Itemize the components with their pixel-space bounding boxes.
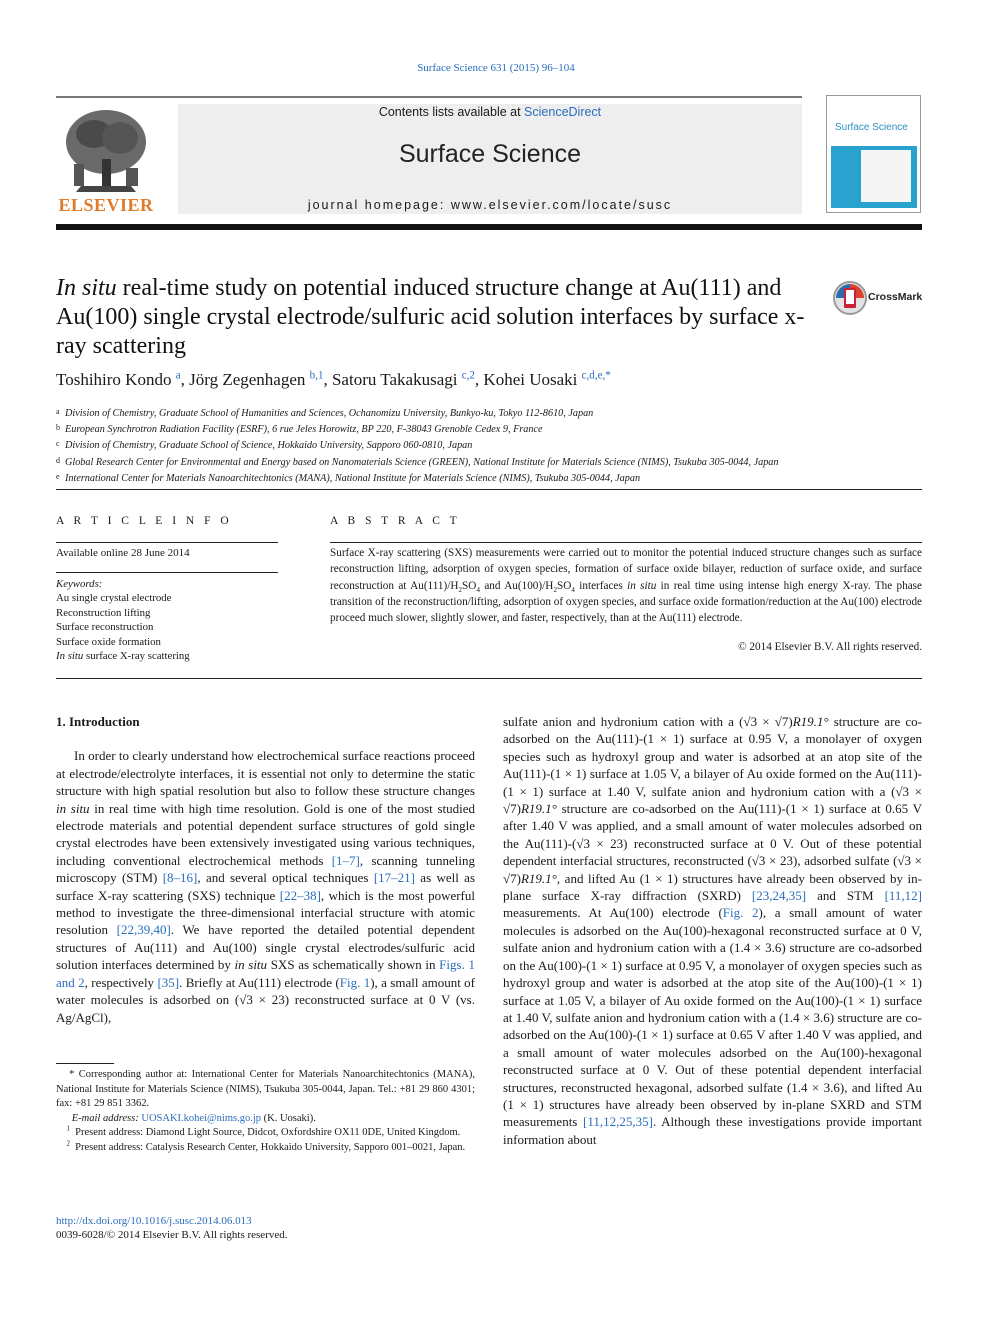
affiliation-e: e International Center for Materials Nanoarchitechtonics (MANA), National Institute for Materials Science (NIMS), Tsukuba 305-0044, Japan [56,471,641,484]
abstract-copyright: © 2014 Elsevier B.V. All rights reserved. [738,641,922,653]
doi-link[interactable]: http://dx.doi.org/10.1016/j.susc.2014.06.013 [56,1215,252,1227]
email-link[interactable]: UOSAKI.kohei@nims.go.jp [141,1112,261,1124]
affiliation-a: a Division of Chemistry, Graduate School of Humanities and Sciences, Ochanomizu University, Bunkyo-ku, Tokyo 112-8610, Japan [56,407,594,419]
divider [56,678,922,679]
author-list: Toshihiro Kondo $^a$, Jörg Zegenhagen $^{b,1}$, Satoru Takakusagi $^{c,2}$, Kohei Uosaki $^{c,d,e,*}$ [56,369,611,389]
footnote-corresponding: * Corresponding author at: International Center for Materials Nanoarchitechtonics (MANA), National Institute for Materials Science (NIMS), Tsukuba 305-0044, Japan. Tel.: +81 29 860 4301; fax: +81 29 851 3362. [56,1069,475,1109]
journal-cover-thumbnail[interactable] [826,95,921,213]
cover-figure [861,150,911,202]
abstract-heading: A B S T R A C T [330,515,461,527]
footnote-1: $^1$ Present address: Diamond Light Source, Didcot, Oxfordshire OX11 0DE, United Kingdom. [66,1125,461,1138]
keyword: Surface oxide formation [56,635,161,648]
contents-availability: Contents lists available at ScienceDirect [378,105,602,119]
article-title: In situ real-time study on potential induced structure change at Au(111) and Au(100) single crystal electrode/sulfuric acid solution interfaces by surface x-ray scattering [56,275,805,359]
journal-reference-link[interactable]: Surface Science 631 (2015) 96–104 [417,62,575,74]
footnote-rule [56,1063,114,1064]
article-info-heading: A R T I C L E I N F O [56,515,233,527]
affiliation-list [56,405,916,486]
author-2[interactable]: Jörg Zegenhagen [189,370,306,389]
intro-paragraph: In order to clearly understand how electrochemical surface reactions proceed at electrode/electrolyte interfaces, it is essential not only to determine the static structure with high spatial resolution but also to follow these structure changes in situ in real time with high time resolution. Gold is one of the most studied electrode materials and potential dependent surface structures of gold single crystal electrodes have been extensively investigated using various techniques, including conventional electrochemical methods [1–7], scanning tunneling microscopy (STM) [8–16], and several optical techniques [17–21] as well as surface X-ray scattering (SXS) technique [22–38], which is the most powerful method to investigate the three-dimensional interfacial structure with atomic resolution [22,39,40]. We have reported the detailed potential dependent structures of Au(111) and Au(100) single crystal electrodes/sulfuric acid solution interfaces determined by in situ SXS as schematically shown in Figs. 1 and 2, respectively [35]. Briefly at Au(111) electrode (Fig. 1), a small amount of water molecules is adsorbed on (√3 × 23) reconstructed surface at 0 V (vs. Ag/AgCl), [56,748,476,1025]
affiliation-c: c Division of Chemistry, Graduate School of Science, Hokkaido University, Sapporo 060-0810, Japan [56,439,473,452]
keywords-label: Keywords: [56,578,103,590]
journal-homepage[interactable]: journal homepage: www.elsevier.com/locate/susc [307,198,673,212]
footnotes [56,1068,475,1155]
footnote-2: $^2$ Present address: Catalysis Research Center, Hokkaido University, Sapporo 001–0021, Japan. [66,1140,466,1153]
header-top-rule [56,96,802,98]
divider [56,542,278,543]
body-paragraph: sulfate anion and hydronium cation with a (√3 × √7)R19.1° structure are co-adsorbed on the Au(111)-(1 × 1) surface at 0.95 V, a monolayer of oxygen species such as hydroxyl group and water is adsorbed at an atop site of the Au(111)-(1 × 1) surface at 1.05 V, a bilayer of Au oxide formed on the Au(111)-(1 × 1) surface at 1.40 V, sulfate anion and hydronium cation with a (√3 × √7)R19.1° structure are co-adsorbed on the Au(111)-(1 × 1) surface at 0.65 V after 1.40 V was applied, and a small amount of water molecules adsorbed on the Au(111)-(√3 × 23) reconstructed surface at 0 V. Out of these potential dependent interfacial structures, reconstructed (√3 × 23), adsorbed sulfate (√3 × √7)R19.1°, and lifted Au (1 × 1) structures have already been observed by in-plane surface X-ray diffraction (SXRD) [23,24,35] and STM [11,12] measurements. At Au(100) electrode (Fig. 2), a small amount of water molecules is adsorbed on the Au(100)-hexagonal reconstructed surface at 0 V, sulfate anion and hydronium cation with a (1.4 × 3.6) structure are co-adsorbed on the Au(100)-(1 × 1) surface at 0.95 V, a monolayer of oxygen species such as hydroxyl group and water is adsorbed at the atop site of the Au(100)-(1 × 1) surface at 1.05 V, a bilayer of Au oxide formed on the Au(100)-(1 × 1) surface at 1.40 V, sulfate anion and hydronium cation with a (1.4 × 3.6) structure are co-adsorbed on the Au(100)-(1 × 1) surface at 0.65 V after 1.40 V was applied, and a small amount of water molecules adsorbed on the Au(100)-hexagonal reconstructed surface at 0 V. Out of these potential dependent interfacial structures, reconstructed hexagonal, adsorbed sulfate (1.4 × 3.6), and lifted Au (1 × 1) structures have already been observed by in-plane SXRD and STM measurements [11,12,25,35]. Although these investigations provide important information about [503,714,923,1147]
keyword: In situ surface X-ray scattering [56,650,190,663]
crossmark-label[interactable]: CrossMark [868,291,923,303]
author-1[interactable]: Toshihiro Kondo [56,370,172,389]
available-online: Available online 28 June 2014 [56,547,190,559]
keyword: Reconstruction lifting [56,606,151,619]
author-3[interactable]: Satoru Takakusagi [331,370,458,389]
journal-title: Surface Science [398,140,582,168]
keyword: Au single crystal electrode [56,592,172,605]
section-heading-introduction: 1. Introduction [56,714,140,729]
divider [56,572,278,573]
keyword: Surface reconstruction [56,621,154,634]
sciencedirect-link[interactable]: ScienceDirect [524,105,602,119]
affiliation-d: d Global Research Center for Environmental and Energy based on Nanomaterials Science (GREEN), National Institute for Materials Science (NIMS), Tsukuba 305-0044, Japan [56,455,779,468]
header-thick-rule [56,224,922,230]
body-right-column [503,713,922,1148]
keywords-block [56,577,190,663]
author-4[interactable]: Kohei Uosaki [483,370,578,389]
issn-copyright: 0039-6028/© 2014 Elsevier B.V. All rights reserved. [56,1229,288,1241]
body-left-column [56,713,475,1026]
divider [330,542,922,543]
divider [56,489,922,490]
elsevier-wordmark: ELSEVIER [58,195,154,215]
affiliation-b: b European Synchrotron Radiation Facility (ESRF), 6 rue Jeles Horowitz, BP 220, F-38043 Grenoble Cedex 9, France [56,423,543,436]
cover-title: Surface Science [835,122,908,133]
footnote-email: E-mail address: UOSAKI.kohei@nims.go.jp (K. Uosaki). [71,1112,316,1124]
abstract-text: Surface X-ray scattering (SXS) measurements were carried out to monitor the potential induced structure changes such as surface reconstruction lifting, adsorption of oxygen species, formation of surface oxide bilayer, reduction of surface oxide, and surface reconstruction at $Au(111)/H_2SO_4$ and $Au(100)/H_2SO_4$ interfaces in situ in real time using intense high energy X-ray. The phase transition of the reconstruction/lifting, adsorption of oxygen species, and surface oxide formation/reduction at the Au(100) electrode proceed much slower, slightly slower, and faster, respectively, than at the Au(111) electrode. [330,547,922,625]
